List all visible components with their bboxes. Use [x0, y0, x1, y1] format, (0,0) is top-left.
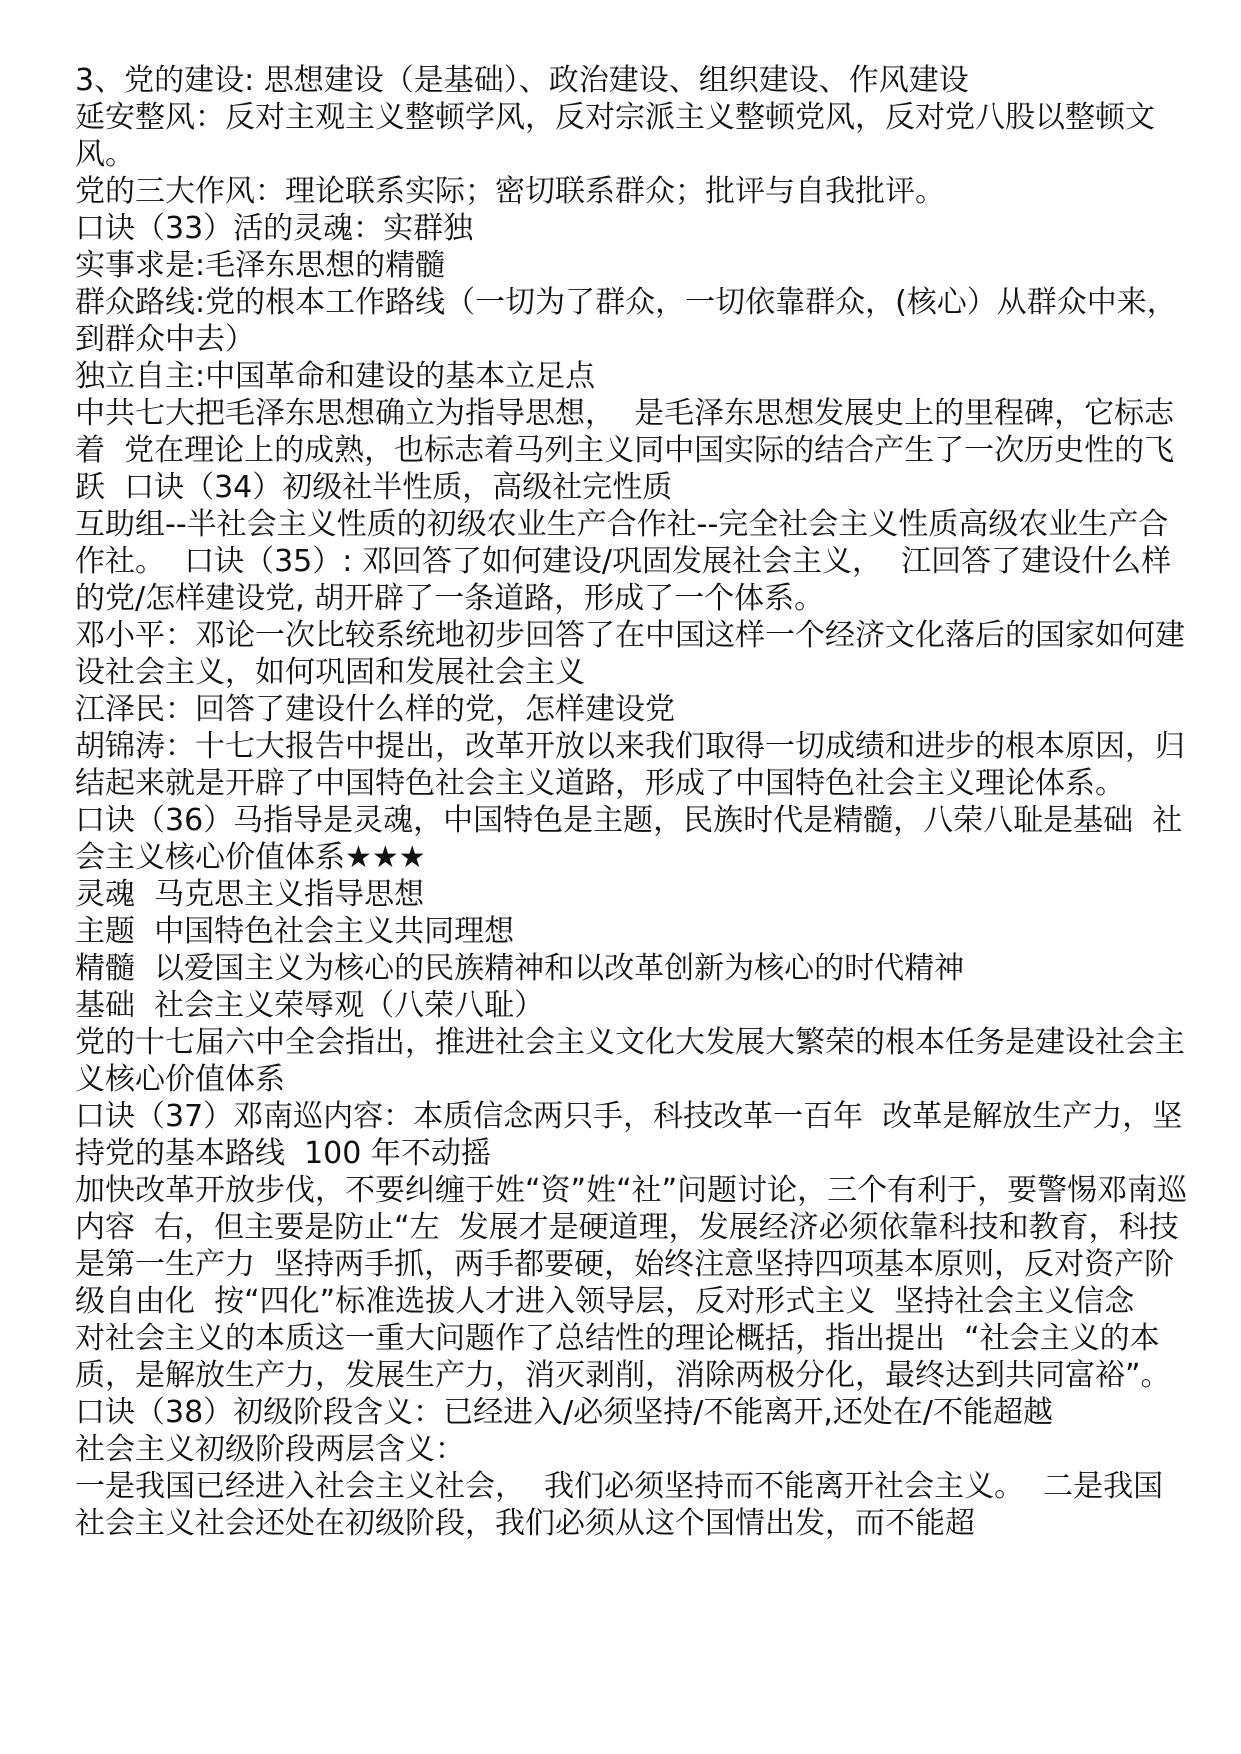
paragraph-two-meanings: 一是我国已经进入社会主义社会， 我们必须坚持而不能离开社会主义。 二是我国社会主义社会还处在初级阶段，我们必须从这个国情出发，而不能超: [75, 1469, 1164, 1541]
mnemonic-38: 口诀（38）初级阶段含义：已经进入/必须坚持/不能离开,还处在/不能超越: [75, 1395, 1054, 1430]
paragraph-deng-xiaoping: 邓小平：邓论一次比较系统地初步回答了在中国这样一个经济文化落后的国家如何建设社会主义，如何巩固和发展社会主义: [75, 618, 1185, 690]
paragraph-hu-jintao: 胡锦涛：十七大报告中提出，改革开放以来我们取得一切成绩和进步的根本原因，归结起来就是开辟了中国特色社会主义道路，形成了中国特色社会主义理论体系。: [75, 729, 1185, 801]
paragraph-primary-stage: 社会主义初级阶段两层含义：: [75, 1432, 465, 1467]
mnemonic-37: 口诀（37）邓南巡内容：本质信念两只手，科技改革一百年 改革是解放生产力，坚持党的基本路线 100 年不动摇: [75, 1099, 1183, 1171]
paragraph-seek-truth: 实事求是:毛泽东思想的精髓: [75, 248, 446, 283]
paragraph-mass-line: 群众路线:党的根本工作路线（一切为了群众，一切依靠群众，(核心）从群众中来，到群众中去）: [75, 285, 1177, 357]
paragraph-three-styles: 党的三大作风：理论联系实际；密切联系群众；批评与自我批评。: [75, 174, 945, 209]
paragraph-mutual-aid-groups: 互助组--半社会主义性质的初级农业生产合作社--完全社会主义性质高级农业生产合作社。 口诀（35）: 邓回答了如何建设/巩固发展社会主义， 江回答了建设什么样的党/怎样建设党, 胡开辟了一条道路，形成了一个体系。: [75, 507, 1172, 616]
paragraph-seventh-congress: 中共七大把毛泽东思想确立为指导思想， 是毛泽东思想发展史上的里程碑，它标志着 党在理论上的成熟，也标志着马列主义同中国实际的结合产生了一次历史性的飞跃 口诀（34）初级社半性质，高级社完性质: [75, 396, 1175, 505]
document-page: [75, 62, 1190, 1542]
mnemonic-36: 口诀（36）马指导是灵魂，中国特色是主题，民族时代是精髓，八荣八耻是基础 社会主义核心价值体系★★★: [75, 803, 1183, 875]
paragraph-southern-tour: 加快改革开放步伐，不要纠缠于姓“资”姓“社”问题讨论，三个有利于，要警惕邓南巡内容 右，但主要是防止“左 发展才是硬道理，发展经济必须依靠科技和教育，科技是第一生产力 坚持两手抓，两手都要硬，始终注意坚持四项基本原则，反对资产阶级自由化 按“四化”标准选拔人才进入领导层，反对形式主义 坚持社会主义信念: [75, 1173, 1188, 1319]
paragraph-theme: 主题 中国特色社会主义共同理想: [75, 914, 515, 949]
paragraph-foundation: 基础 社会主义荣辱观（八荣八耻）: [75, 988, 545, 1023]
paragraph-jiang-zemin: 江泽民：回答了建设什么样的党，怎样建设党: [75, 692, 675, 727]
paragraph-soul: 灵魂 马克思主义指导思想: [75, 877, 425, 912]
paragraph-sixth-plenum: 党的十七届六中全会指出，推进社会主义文化大发展大繁荣的根本任务是建设社会主义核心价值体系: [75, 1025, 1185, 1097]
paragraph-essence: 精髓 以爱国主义为核心的民族精神和以改革创新为核心的时代精神: [75, 951, 965, 986]
paragraph-yanan-rectification: 延安整风：反对主观主义整顿学风，反对宗派主义整顿党风，反对党八股以整顿文风。: [75, 100, 1155, 172]
heading-party-building: 3、党的建设: 思想建设（是基础）、政治建设、组织建设、作风建设: [75, 63, 969, 98]
mnemonic-33: 口诀（33）活的灵魂：实群独: [75, 211, 474, 246]
paragraph-independence: 独立自主:中国革命和建设的基本立足点: [75, 359, 596, 394]
paragraph-socialism-essence: 对社会主义的本质这一重大问题作了总结性的理论概括，指出提出 “社会主义的本质，是解放生产力，发展生产力，消灭剥削，消除两极分化，最终达到共同富裕”。: [75, 1321, 1171, 1393]
